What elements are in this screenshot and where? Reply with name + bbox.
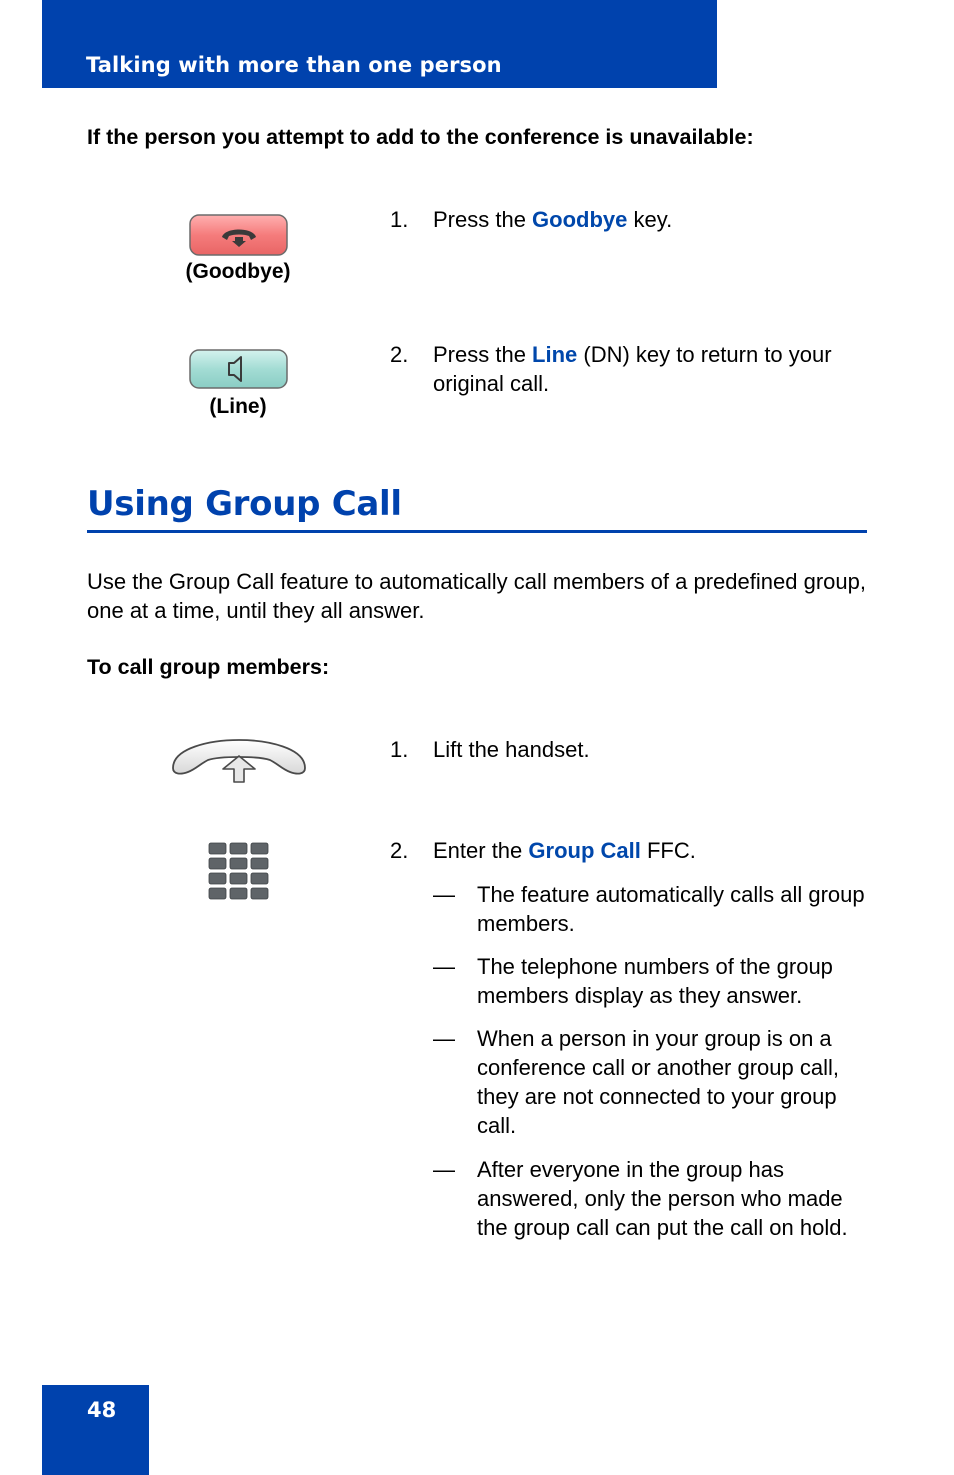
unavailable-heading: If the person you attempt to add to the conference is unavailable:	[87, 125, 754, 149]
line-key-label: Line	[532, 342, 578, 367]
bullet-text: The telephone numbers of the group members display as they answer.	[477, 954, 833, 1008]
step-number: 2.	[390, 838, 409, 863]
keypad-key	[209, 888, 226, 899]
group-call-key-label: Group Call	[528, 838, 641, 863]
keypad-key	[251, 873, 268, 884]
keypad-key	[230, 888, 247, 899]
keypad-key	[230, 858, 247, 869]
step-number: 2.	[390, 342, 409, 367]
goodbye-key-label: Goodbye	[532, 207, 628, 232]
section-intro: Use the Group Call feature to automatically call members of a predefined group, one at a time, until they all answer.	[87, 569, 866, 623]
bullet-dash: —	[433, 1026, 455, 1051]
running-header: Talking with more than one person	[86, 53, 502, 77]
keypad-key	[209, 843, 226, 854]
bullet-dash: —	[433, 954, 455, 979]
keypad-key	[209, 873, 226, 884]
step-text: Lift the handset.	[433, 737, 590, 762]
goodbye-key-icon	[189, 213, 289, 257]
keypad-key	[251, 888, 268, 899]
bullet-text: The feature automatically calls all group members.	[477, 882, 865, 936]
step-text: Enter the Group Call FFC.	[433, 838, 696, 863]
keypad-key	[251, 843, 268, 854]
procedure-heading: To call group members:	[87, 655, 330, 679]
bullet-dash: —	[433, 1157, 455, 1182]
keypad-key	[209, 858, 226, 869]
keypad-key	[230, 843, 247, 854]
keypad-key	[251, 858, 268, 869]
bullet-text: After everyone in the group has answered, only the person who made the group call can put the call on hold.	[477, 1157, 848, 1240]
step-text: Press the Goodbye key.	[433, 207, 673, 232]
line-caption: (Line)	[209, 395, 267, 418]
step-number: 1.	[390, 207, 409, 232]
keypad-key	[230, 873, 247, 884]
bullet-text: When a person in your group is on a conference call or another group call, they are not connected to your group call.	[477, 1026, 839, 1138]
handset-lift-icon	[170, 738, 308, 784]
goodbye-caption: (Goodbye)	[185, 260, 291, 283]
page-number: 48	[87, 1398, 117, 1422]
step-text: Press the Line (DN) key to return to your original call.	[433, 342, 832, 396]
line-key-icon	[189, 348, 289, 390]
keypad-icon	[208, 842, 270, 903]
bullet-dash: —	[433, 882, 455, 907]
section-divider	[87, 530, 867, 533]
step-number: 1.	[390, 737, 409, 762]
section-title: Using Group Call	[87, 484, 402, 524]
